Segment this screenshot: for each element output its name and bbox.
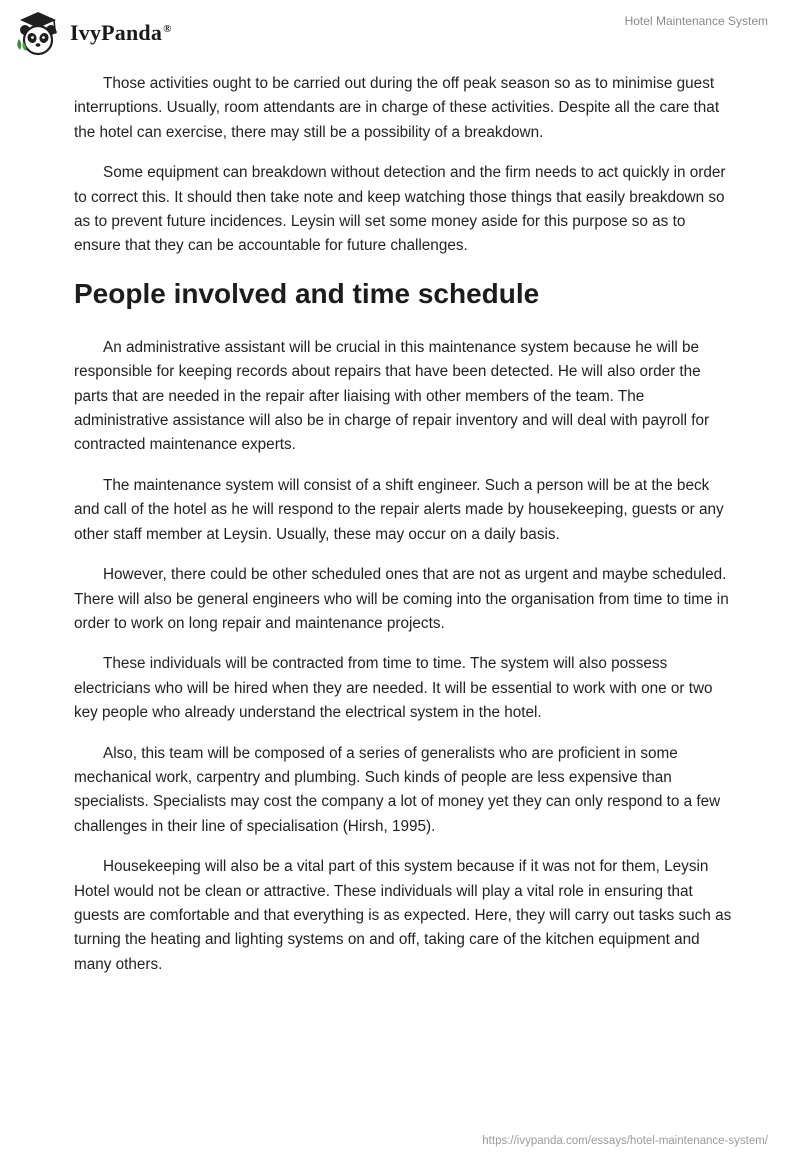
article-body [74, 72, 734, 993]
section-heading: People involved and time schedule [74, 277, 540, 309]
paragraph: Also, this team will be composed of a series of generalists who are proficient in some mechanical work, carpentry and plumbing. Such kinds of people are less expensive than specialists. Specialists may cost the company a lot of money yet they can only respond to a few challenges in their line of specialisation (Hirsh, 1995). [74, 744, 721, 835]
paragraph: Housekeeping will also be a vital part of this system because if it was not for them, Leysin Hotel would not be clean or attractive. These individuals will play a vital role in ensuring that guests are comfortable and that everything is as expected. Here, they will carry out tasks such as turning the heating and lighting systems on and off, taking care of the kitchen equipment and many others. [74, 858, 732, 973]
paragraph: Some equipment can breakdown without detection and the firm needs to act quickly in order to correct this. It should then take note and keep watching those things that easily breakdown so as to prevent future incidences. Leysin will set some money aside for this purpose so as to ensure that they can be accountable for future challenges. [74, 164, 726, 255]
brand-logo[interactable] [14, 8, 172, 58]
source-url[interactable]: https://ivypanda.com/essays/hotel-maintenance-system/ [482, 1135, 768, 1147]
registered-mark: ® [163, 22, 172, 35]
paragraph: An administrative assistant will be crucial in this maintenance system because he will be responsible for keeping records about repairs that have been detected. He will also order the parts that are needed in the repair after liaising with other members of the team. The administrative assistance will also be in charge of repair inventory and will deal with payroll for contracted maintenance experts. [74, 338, 710, 454]
paragraph: Those activities ought to be carried out during the off peak season so as to minimise guest interruptions. Usually, room attendants are in charge of these activities. Despite all the care that the hotel can exercise, there may still be a possibility of a breakdown. [74, 75, 720, 141]
paragraph: The maintenance system will consist of a shift engineer. Such a person will be at the beck and call of the hotel as he will respond to the repair alerts made by housekeeping, guests or any other staff member at Leysin. Usually, these may occur on a daily basis. [74, 476, 724, 543]
paragraph: However, there could be other scheduled ones that are not as urgent and maybe scheduled. There will also be general engineers who will be coming into the organisation from time to time in order to work on long repair and maintenance projects. [74, 566, 729, 632]
document-title: Hotel Maintenance System [624, 14, 768, 28]
page-header [0, 0, 800, 64]
panda-graduate-icon [14, 9, 64, 57]
paragraph: These individuals will be contracted from time to time. The system will also possess electricians who will be hired when they are needed. It will be essential to work with one or two key people who already understand the electrical system in the hotel. [74, 655, 713, 722]
brand-name: IvyPanda® [70, 20, 172, 45]
